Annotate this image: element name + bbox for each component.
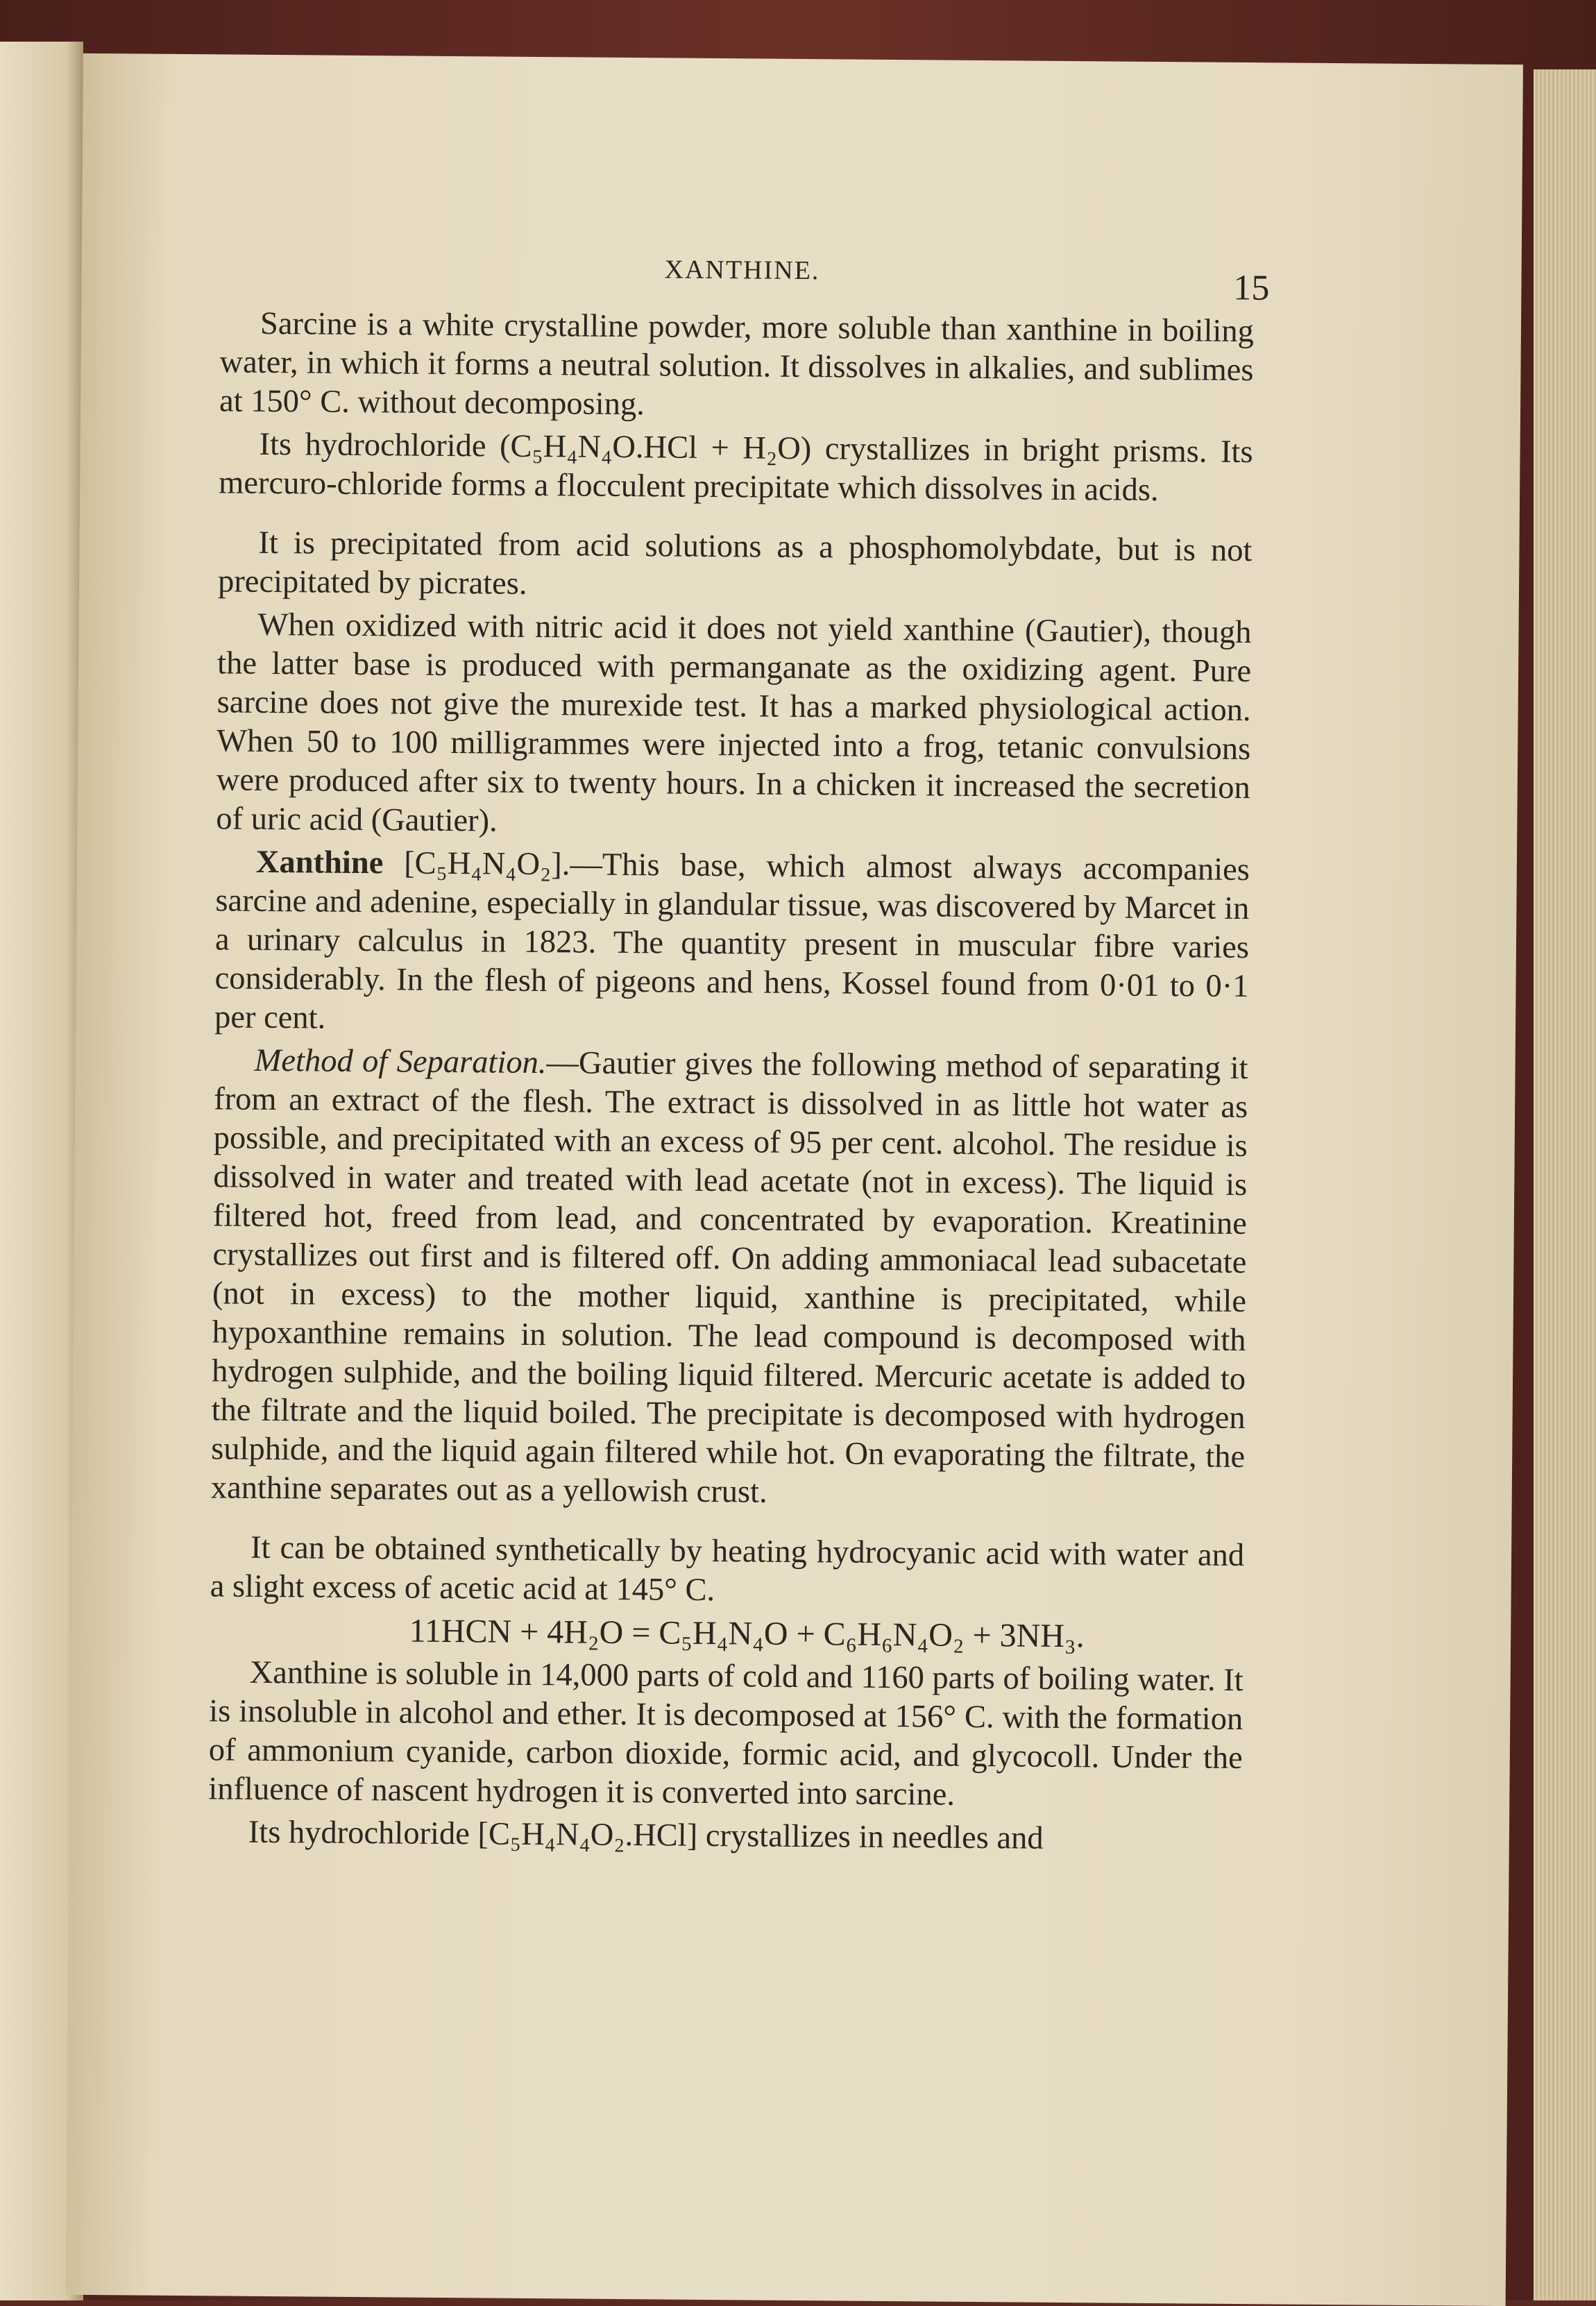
paragraph-hydrochloride: Its hydrochloride (C₅H₄N₄O.HCl + H₂O) crystallizes in bright prisms. Its mercuro-chloride forms a flocculent precipitate which dissolves in acids. <box>218 426 1253 509</box>
page-number: 15 <box>1233 268 1270 308</box>
paragraph-oxidation: When oxidized with nitric acid it does not yield xanthine (Gautier), though the latter base is produced with permanganate as the oxidizing agent. Pure sarcine does not give the murexide test. It has a marked physiological action. When 50 to 100 milligrammes were injected into a frog, tetanic convulsions were produced after six to twenty hours. In a chicken it increased the secretion of uric acid (Gautier). <box>216 607 1252 839</box>
page-block-edge <box>1534 69 1596 2300</box>
method-heading: Method of Separation. <box>254 1042 547 1081</box>
chemical-equation: 11HCN + 4H₂O = C₅H₄N₄O + C₆H₆N₄O₂ + 3NH₃. <box>409 1612 1085 1655</box>
method-text: —Gautier gives the following method of separating it from an extract of the flesh. The extract is dissolved in as little hot water as possible, and precipitated with an excess of 95 per cent. alcohol. The residue is dissolved in water and treated with lead acetate (not in excess). The liquid is filtered hot, freed from lead, and concentrated by evaporation. Kreatinine crystallizes out first and is filtered off. On adding ammoniacal lead subacetate (not in excess) to the mother liquid, xanthine is precipitated, while hypoxanthine remains in solution. The lead compound is decomposed with hydrogen sulphide, and the boiling liquid filtered. Mercuric acetate is added to the filtrate and the liquid boiled. The precipitate is decomposed with hydrogen sulphide, and the liquid again filtered while hot. On evaporating the filtrate, the xanthine separates out as a yellowish crust. <box>210 1045 1248 1510</box>
xanthine-heading: Xanthine <box>255 844 384 881</box>
paragraph-method <box>211 1041 1248 1516</box>
page-body <box>208 304 1255 1864</box>
page-header <box>81 210 1522 308</box>
paragraph-phosphomolybdate: It is precipitated from acid solutions as a phosphomolybdate, but is not precipitated by picrates. <box>217 525 1253 602</box>
paragraph-sarcine-properties: Sarcine is a white crystalline powder, more soluble than xanthine in boiling water, in which it forms a neutral solution. It dissolves in alkalies, and sublimes at 150° C. without decomposing. <box>219 305 1255 423</box>
paragraph-xanthine <box>214 842 1250 1045</box>
book-page <box>66 53 1523 2306</box>
paragraph-hydrochloride-xanthine: Its hydrochloride [C₅H₄N₄O₂.HCl] crystallizes in needles and <box>248 1814 1044 1856</box>
running-head: XANTHINE. <box>664 255 820 286</box>
paragraph-synthesis: It can be obtained synthetically by heating hydrocyanic acid with water and a slight excess of acetic acid at 145° C. <box>210 1529 1245 1609</box>
xanthine-intro-text: [C₅H₄N₄O₂].—This base, which almost always accompanies sarcine and adenine, especially in glandular tissue, was discovered by Marcet in a urinary calculus in 1823. The quantity present in muscular fibre varies considerably. In the flesh of pigeons and hens, Kossel found from 0·01 to 0·1 per cent. <box>214 845 1250 1036</box>
paragraph-solubility: Xanthine is soluble in 14,000 parts of cold and 1160 parts of boiling water. It is insoluble in alcohol and ether. It is decomposed at 156° C. with the formation of ammonium cyanide, carbon dioxide, formic acid, and glycocoll. Under the influence of nascent hydrogen it is converted into sarcine. <box>208 1654 1243 1813</box>
